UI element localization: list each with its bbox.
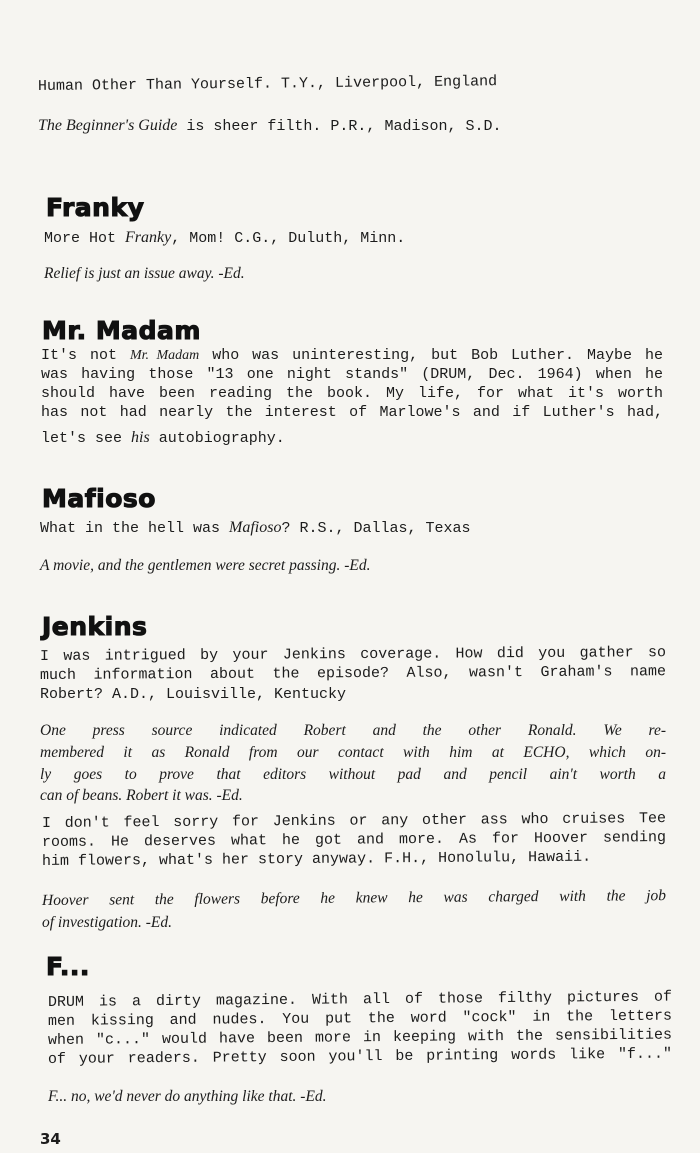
- publication-title: Mr. Madam: [129, 348, 200, 363]
- letter-line: [44, 229, 405, 249]
- editor-reply: membered it as Ronald from our contact with him at ECHO, which on-: [40, 744, 666, 761]
- letter-text: More Hot: [44, 230, 126, 247]
- letter-line: much information about the episode? Also, wasn't Graham's name: [39, 663, 667, 684]
- letter-line: DRUM is a dirty magazine. With all of those filthy pictures of: [47, 988, 673, 1011]
- editor-reply: of investigation. -Ed.: [42, 914, 173, 931]
- section-heading-f: F...: [46, 952, 90, 981]
- letter-text: who was uninteresting, but Bob Luther. Maybe he: [199, 347, 663, 364]
- letter-line: I was intrigued by your Jenkins coverage. How did you gather so: [39, 644, 667, 665]
- letter-line: [41, 347, 663, 366]
- editor-reply: One press source indicated Robert and the other Ronald. We re-: [40, 722, 666, 739]
- editor-reply: A movie, and the gentlemen were secret passing. -Ed.: [40, 557, 371, 574]
- letter-line: Robert? A.D., Louisville, Kentucky: [40, 686, 347, 703]
- letter-text: It's not: [41, 347, 130, 364]
- publication-title: The Beginner's Guide: [38, 117, 178, 134]
- letter-text: ? R.S., Dallas, Texas: [281, 520, 471, 537]
- letter-line: [38, 117, 501, 137]
- letter-text: autobiography.: [149, 430, 285, 447]
- letter-line: has not had nearly the interest of Marlowe's and if Luther's had,: [41, 404, 663, 421]
- letter-text: is sheer filth. P.R., Madison, S.D.: [177, 118, 502, 135]
- letter-line: him flowers, what's her story anyway. F.H., Honolulu, Hawaii.: [41, 848, 592, 870]
- letter-text: What in the hell was: [40, 520, 230, 537]
- editor-reply: F... no, we'd never do anything like that. -Ed.: [48, 1088, 327, 1105]
- publication-title: Mafioso: [229, 519, 282, 536]
- section-heading-jenkins: Jenkins: [42, 612, 148, 641]
- section-heading-mafioso: Mafioso: [42, 484, 156, 513]
- letter-line: rooms. He deserves what he got and more. As for Hoover sending: [41, 829, 667, 851]
- page-number: 34: [40, 1130, 61, 1148]
- letter-line: was having those "13 one night stands" (DRUM, Dec. 1964) when he: [41, 366, 663, 383]
- letter-line: [41, 429, 285, 449]
- letter-line: [40, 519, 471, 539]
- editor-reply: can of beans. Robert it was. -Ed.: [40, 787, 243, 804]
- letter-line: when "c..." would have been more in keeping with the sensibilities: [47, 1026, 673, 1049]
- section-heading-franky: Franky: [46, 193, 145, 222]
- letter-line: Human Other Than Yourself. T.Y., Liverpool, England: [37, 73, 498, 95]
- letter-line: I don't feel sorry for Jenkins or any other ass who cruises Tee: [41, 810, 667, 832]
- letter-line: men kissing and nudes. You put the word "cock" in the letters: [47, 1007, 673, 1030]
- letter-text: , Mom! C.G., Duluth, Minn.: [171, 230, 406, 247]
- emphasis: his: [131, 429, 150, 446]
- letter-line: should have been reading the book. My life, for what it's worth: [41, 385, 663, 402]
- editor-reply: ly goes to prove that editors without pad and pencil ain't worth a: [40, 766, 666, 783]
- letter-text: let's see: [41, 430, 132, 447]
- letter-line: of your readers. Pretty soon you'll be printing words like "f...": [47, 1045, 673, 1068]
- publication-title: Franky: [125, 229, 172, 246]
- editor-reply: Relief is just an issue away. -Ed.: [44, 265, 245, 282]
- section-heading-mr-madam: Mr. Madam: [42, 316, 201, 345]
- editor-reply: Hoover sent the flowers before he knew he was charged with the job: [41, 887, 667, 909]
